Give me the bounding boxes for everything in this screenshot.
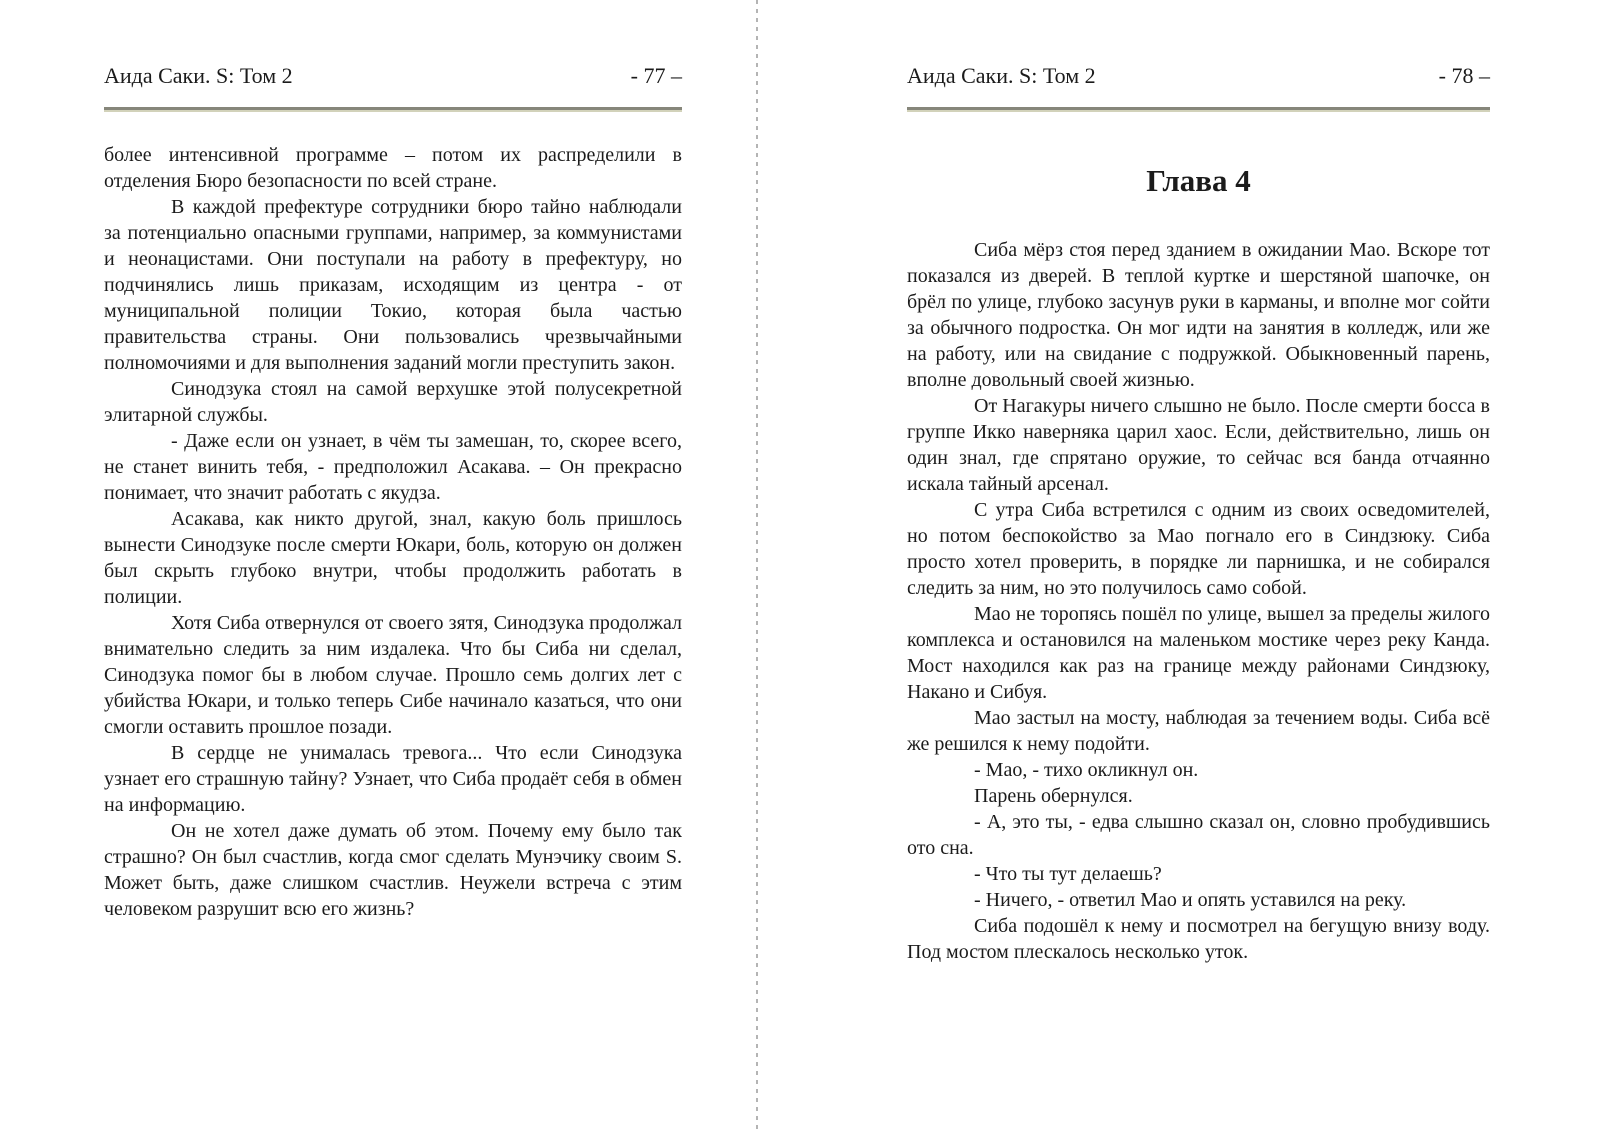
paragraph: Хотя Сиба отвернулся от своего зятя, Синодзука продолжал внимательно следить за ним издалека. Что бы Сиба ни сделал, Синодзука помог бы в любом случае. Прошло семь долгих лет с убийства Юкари, и только теперь Сибе начинало казаться, что они смогли оставить прошлое позади.	[104, 612, 682, 738]
paragraph: Асакава, как никто другой, знал, какую боль пришлось вынести Синодзуке после смерти Юкари, боль, которую он должен был скрыть глубоко внутри, чтобы продолжить работать в полиции.	[104, 508, 682, 608]
page-body-right	[907, 237, 1490, 965]
header-rule	[104, 107, 682, 112]
paragraph: Сиба подошёл к нему и посмотрел на бегущую внизу воду. Под мостом плескалось несколько уток.	[907, 915, 1490, 963]
page-body-left	[104, 142, 682, 922]
paragraph: Сиба мёрз стоя перед зданием в ожидании Мао. Вскоре тот показался из дверей. В теплой куртке и шерстяной шапочке, он брёл по улице, глубоко засунув руки в карманы, и вполне мог сойти за обычного подростка. Он мог идти на занятия в колледж, или же на работу, или на свидание с подружкой. Обыкновенный парень, вполне довольный своей жизнью.	[907, 239, 1490, 391]
paragraph: Мао застыл на мосту, наблюдая за течением воды. Сиба всё же решился к нему подойти.	[907, 707, 1490, 755]
paragraph: В сердце не унималась тревога... Что если Синодзука узнает его страшную тайну? Узнает, что Сиба продаёт себя в обмен на информацию.	[104, 742, 682, 816]
paragraph: - Мао, - тихо окликнул он.	[974, 759, 1199, 781]
page-number: - 78 –	[1438, 63, 1490, 88]
paragraph: более интенсивной программе – потом их распределили в отделения Бюро безопасности по всей стране.	[104, 144, 682, 192]
page-header	[104, 62, 682, 90]
paragraph: - Что ты тут делаешь?	[974, 863, 1162, 885]
paragraph: Он не хотел даже думать об этом. Почему ему было так страшно? Он был счастлив, когда смог сделать Мунэчику своим S. Может быть, даже слишком счастлив. Неужели встреча с этим человеком разрушит всю его жизнь?	[104, 820, 682, 920]
center-fold-divider	[756, 0, 758, 1131]
paragraph: С утра Сиба встретился с одним из своих осведомителей, но потом беспокойство за Мао погнало его в Синдзюку. Сиба просто хотел проверить, в порядке ли парнишка, и не собирался следить за ним, но это получилось само собой.	[907, 499, 1490, 599]
paragraph: В каждой префектуре сотрудники бюро тайно наблюдали за потенциально опасными группами, например, за коммунистами и неонацистами. Они поступали на работу в префектуру, но подчинялись лишь приказам, исходящим из центра - от муниципальной полиции Токио, которая была частью правительства страны. Они пользовались чрезвычайными полномочиями и для выполнения заданий могли преступить закон.	[104, 196, 682, 374]
page-header	[907, 62, 1490, 90]
header-rule	[907, 107, 1490, 112]
running-title: Аида Саки. S: Том 2	[907, 63, 1096, 88]
chapter-title: Глава 4	[1146, 163, 1251, 198]
paragraph: - А, это ты, - едва слышно сказал он, словно пробудившись ото сна.	[907, 811, 1490, 859]
page-left	[104, 62, 682, 922]
paragraph: Мао не торопясь пошёл по улице, вышел за пределы жилого комплекса и остановился на маленьком мостике через реку Канда. Мост находился как раз на границе между районами Синдзюку, Накано и Сибуя.	[907, 603, 1490, 703]
page-number: - 77 –	[630, 63, 682, 88]
page-right	[907, 62, 1490, 965]
paragraph: - Даже если он узнает, в чём ты замешан, то, скорее всего, не станет винить тебя, - предположил Асакава. – Он прекрасно понимает, что значит работать с якудза.	[104, 430, 682, 504]
paragraph: Парень обернулся.	[974, 785, 1133, 807]
paragraph: От Нагакуры ничего слышно не было. После смерти босса в группе Икко наверняка царил хаос. Если, действительно, лишь он один знал, где спрятано оружие, то сейчас вся банда отчаянно искала тайный арсенал.	[907, 395, 1490, 495]
paragraph: - Ничего, - ответил Мао и опять уставился на реку.	[974, 889, 1407, 911]
paragraph: Синодзука стоял на самой верхушке этой полусекретной элитарной службы.	[104, 378, 682, 426]
running-title: Аида Саки. S: Том 2	[104, 63, 293, 88]
